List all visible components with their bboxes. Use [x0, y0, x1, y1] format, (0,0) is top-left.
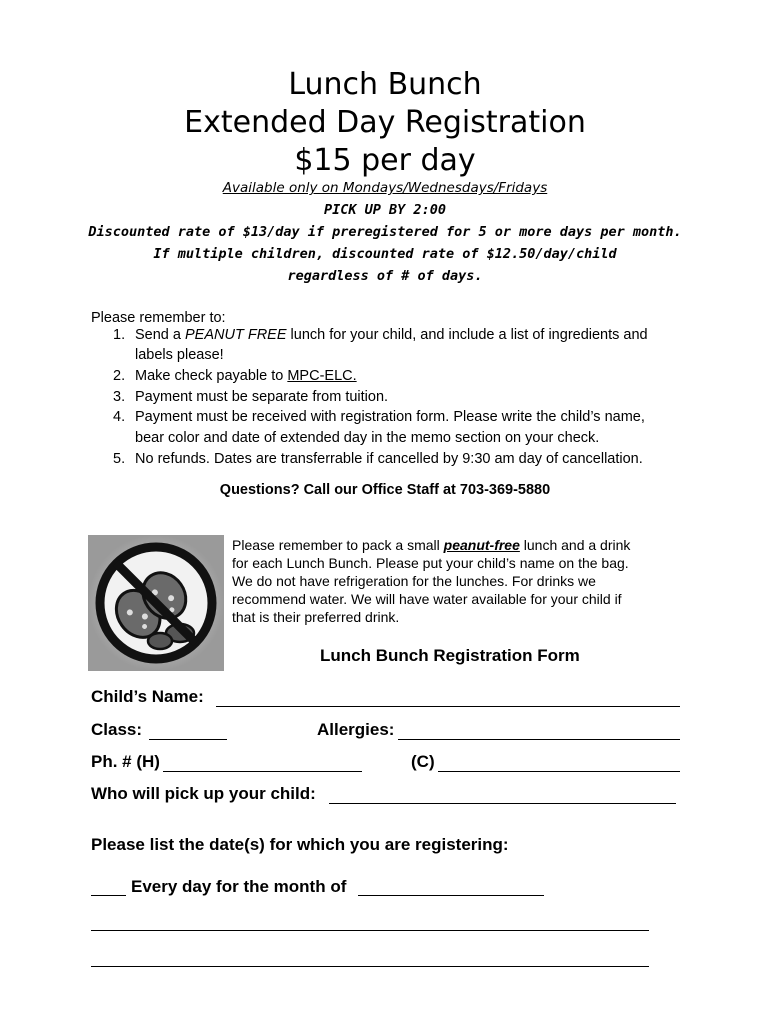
dates-line-1[interactable] [91, 914, 649, 931]
notice-line: for each Lunch Bunch. Please put your child’s name on the bag. [232, 555, 629, 571]
discount-line-1: Discounted rate of $13/day if preregistered for 5 or more days per month. [88, 224, 682, 240]
discount-line-2: If multiple children, discounted rate of $12.50/day/child [153, 246, 617, 262]
title-line-1: Lunch Bunch [288, 67, 482, 102]
list-item: Payment must be received with registration form. Please write the child’s name, [135, 409, 645, 425]
child-name-label: Child’s Name: [91, 687, 204, 706]
notice-line: that is their preferred drink. [232, 609, 400, 625]
class-label: Class: [91, 720, 143, 739]
pickup-person-field[interactable] [329, 787, 676, 804]
questions-line: Questions? Call our Office Staff at 703-369-5880 [219, 482, 551, 498]
list-item: No refunds. Dates are transferrable if cancelled by 9:30 am day of cancellation. [135, 451, 643, 467]
cell-phone-label: (C) [411, 752, 435, 771]
no-peanut-icon [88, 535, 224, 671]
month-field[interactable] [358, 879, 544, 896]
dates-line-2[interactable] [91, 950, 649, 967]
pickup-person-label: Who will pick up your child: [91, 784, 316, 803]
every-day-checkbox-blank[interactable] [91, 879, 126, 896]
title-line-3: $15 per day [294, 143, 476, 178]
list-item: Make check payable to MPC-ELC. [135, 368, 357, 384]
discount-line-3: regardless of # of days. [287, 268, 483, 284]
allergies-field[interactable] [398, 723, 680, 740]
list-number: 2. [113, 368, 126, 384]
child-name-field[interactable] [216, 690, 680, 707]
list-item-cont: bear color and date of extended day in the memo section on your check. [135, 430, 600, 446]
pickup-time: PICK UP BY 2:00 [324, 202, 446, 218]
home-phone-label: Ph. # (H) [91, 752, 160, 771]
availability-note: Available only on Mondays/Wednesdays/Fridays [222, 180, 548, 196]
notice-line: recommend water. We will have water available for your child if [232, 591, 622, 607]
list-number: 4. [113, 409, 126, 425]
notice-line: Please remember to pack a small peanut-free lunch and a drink [232, 537, 631, 553]
cell-phone-field[interactable] [438, 755, 680, 772]
class-field[interactable] [149, 723, 227, 740]
list-number: 5. [113, 451, 126, 467]
lunch-notice [232, 536, 672, 626]
notice-line: We do not have refrigeration for the lunches. For drinks we [232, 573, 596, 589]
list-item: Send a PEANUT FREE lunch for your child, and include a list of ingredients and [135, 327, 648, 343]
home-phone-field[interactable] [163, 755, 362, 772]
list-item-cont: labels please! [135, 347, 224, 363]
title-line-2: Extended Day Registration [184, 105, 586, 140]
list-number: 3. [113, 389, 126, 405]
allergies-label: Allergies: [317, 720, 395, 739]
every-day-label: Every day for the month of [131, 877, 347, 896]
form-heading: Lunch Bunch Registration Form [320, 646, 580, 665]
dates-prompt: Please list the date(s) for which you are registering: [91, 835, 509, 854]
list-item: Payment must be separate from tuition. [135, 389, 389, 405]
reminders-intro: Please remember to: [91, 310, 226, 326]
list-number: 1. [113, 327, 126, 343]
